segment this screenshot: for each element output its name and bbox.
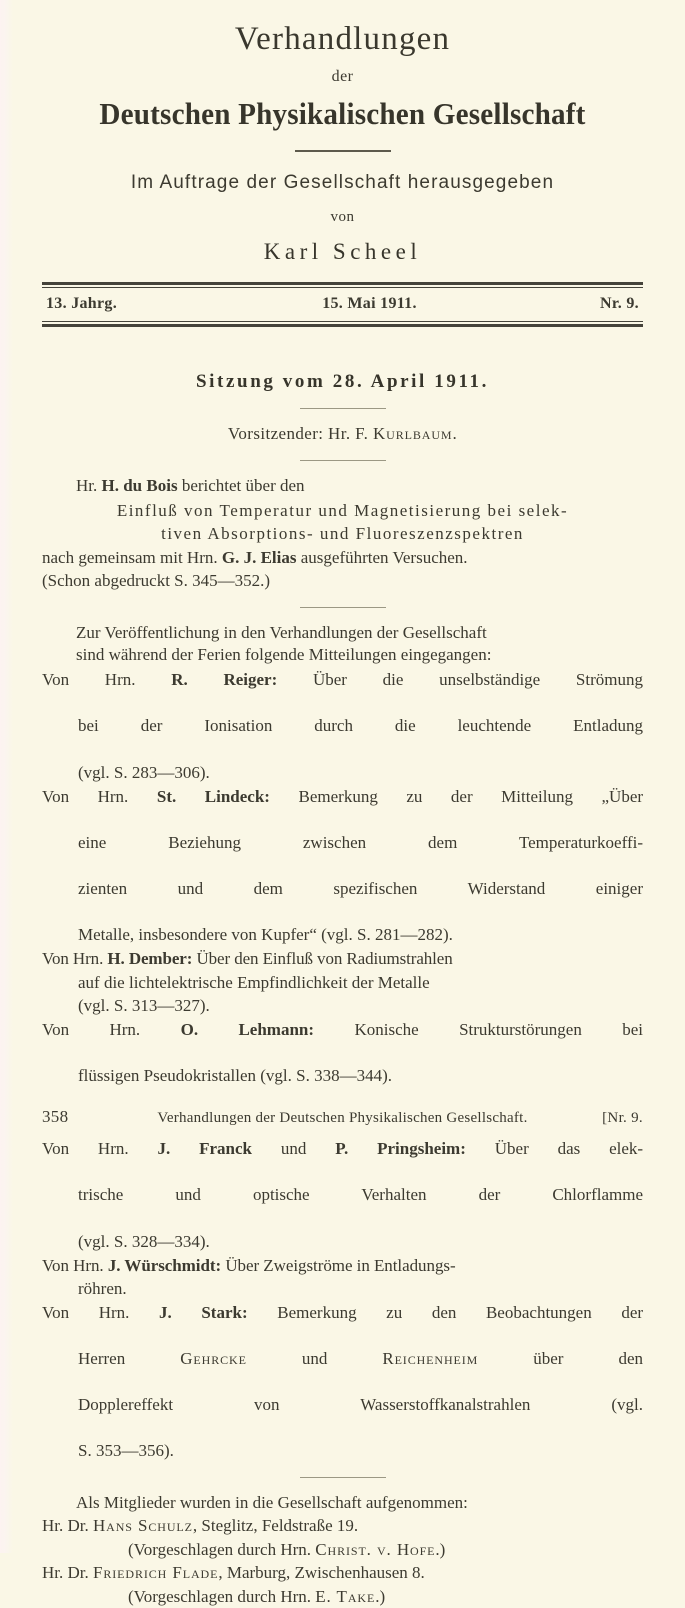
entry-prefix: Von Hrn.: [42, 949, 104, 969]
contribution-entry: [42, 785, 643, 947]
entry-line: auf die lichtelektrische Empfindlichkeit der Metalle: [78, 972, 430, 992]
entry-line: (vgl. S. 313—327).: [78, 995, 210, 1015]
entry-author: J. Franck: [157, 1139, 252, 1159]
chairman-prefix: Vorsitzender: Hr. F.: [227, 423, 369, 443]
entry-text: Über die unselbständige Strömung: [312, 670, 643, 690]
report-title: [42, 499, 643, 545]
entry-line: flüssigen Pseudokristallen (vgl. S. 338—344).: [78, 1065, 393, 1085]
contribution-entry: [42, 1137, 643, 1253]
chairman-period: .: [452, 423, 458, 443]
entry-line: (vgl. S. 328—334).: [78, 1231, 210, 1251]
report-coauthor-line: [42, 547, 643, 570]
proposer-suffix: .): [435, 1539, 446, 1559]
report-speaker: H. du Bois: [101, 475, 178, 495]
members-block: [42, 1492, 643, 1608]
proposer-suffix: .): [375, 1586, 386, 1606]
entry-line: Dopplereffekt von Wasserstoffkanalstrahlen (vgl.: [78, 1395, 643, 1415]
entry-line: röhren.: [78, 1278, 127, 1298]
entry-author: R. Reiger:: [171, 670, 278, 690]
report-title-line2: tiven Absorptions- und Fluoreszenzspektren: [161, 524, 524, 544]
page-number: 358: [42, 1107, 69, 1127]
journal-title: Verhandlungen: [234, 21, 451, 57]
member-prefix: Hr. Dr.: [42, 1563, 89, 1583]
contribution-entry: [42, 947, 643, 1016]
running-head-issue: [Nr. 9.: [602, 1110, 643, 1127]
member-proposer: [42, 1585, 643, 1608]
contribution-entry: [42, 1301, 643, 1463]
entry-text: Über Zweigströme in Entladungs-: [225, 1255, 456, 1275]
report-coauthor: G. J. Elias: [221, 548, 297, 568]
entry-text: Herren: [78, 1349, 126, 1369]
proposer-name: E. Take: [315, 1586, 376, 1606]
masthead: [0, 0, 685, 265]
report-after-prefix: nach gemeinsam mit Hrn.: [42, 548, 218, 568]
member-name: Friedrich Flade: [93, 1563, 219, 1583]
entry-author: J. Stark:: [159, 1302, 248, 1322]
running-head: [42, 1107, 643, 1127]
entry-line: zienten und dem spezifischen Widerstand einiger: [78, 879, 643, 899]
entry-line: [42, 1137, 644, 1183]
entry-line: (vgl. S. 283—306).: [78, 762, 210, 782]
member-prefix: Hr. Dr.: [42, 1516, 89, 1536]
report-title-line1: Einfluß von Temperatur und Magnetisierung bei selek-: [116, 501, 569, 521]
report-reference: (Schon abgedruckt S. 345—352.): [42, 570, 271, 590]
member-entry: [42, 1561, 643, 1584]
entry-prefix: Von Hrn.: [42, 1019, 141, 1039]
issue-rule-bottom: [42, 321, 643, 327]
editor-name: Karl Scheel: [263, 238, 422, 264]
issue-number: Nr. 9.: [599, 294, 639, 312]
session-heading: Sitzung vom 28. April 1911.: [196, 370, 489, 392]
entry-prefix: Von Hrn.: [42, 1139, 129, 1159]
entry-text: Über den Einfluß von Radiumstrahlen: [196, 949, 453, 969]
page-body: [42, 369, 643, 1087]
referenced-name: Gehrcke: [180, 1349, 247, 1369]
journal-title-connector: der: [331, 67, 354, 85]
page-body-continued: [42, 1137, 643, 1608]
running-head-title: Verhandlungen der Deutschen Physikalischen Gesellschaft.: [157, 1110, 528, 1127]
published-by-line: Im Auftrage der Gesellschaft herausgegeben: [130, 171, 555, 193]
entry-line: [42, 668, 643, 714]
entry-author-secondary: P. Pringsheim:: [335, 1139, 466, 1159]
member-name: Hans Schulz: [93, 1516, 193, 1536]
member-entry: [42, 1514, 643, 1537]
member-address: , Steglitz, Feldstraße 19.: [192, 1516, 359, 1536]
referenced-name: Reichenheim: [382, 1349, 479, 1369]
member-address: , Marburg, Zwischenhausen 8.: [218, 1563, 425, 1583]
society-name: Deutschen Physikalischen Gesellschaft: [99, 95, 586, 131]
report-intro: [42, 475, 643, 498]
entry-line: trische und optische Verhalten der Chlorflamme: [78, 1185, 643, 1205]
divider-rule-1: [300, 408, 386, 409]
issue-line: [42, 288, 643, 321]
proposer-prefix: (Vorgeschlagen durch Hrn.: [128, 1539, 312, 1559]
entry-author: H. Dember:: [107, 949, 193, 969]
issue-date: 15. Mai 1911.: [322, 294, 417, 312]
volume-label: 13. Jahrg.: [46, 294, 117, 312]
chairman-name: Kurlbaum: [372, 423, 453, 443]
entry-text: Über das elek-: [494, 1139, 644, 1159]
editor-connector: von: [330, 208, 355, 225]
entry-conjunction: und: [280, 1139, 307, 1159]
entry-prefix: Von Hrn.: [42, 670, 136, 690]
divider-rule-3: [300, 607, 386, 608]
proposer-prefix: (Vorgeschlagen durch Hrn.: [128, 1586, 312, 1606]
report-block: [42, 475, 643, 593]
contribution-entry: [42, 1254, 643, 1300]
member-proposer: [42, 1538, 643, 1561]
contributions-intro-line2: sind während der Ferien folgende Mitteilungen eingegangen:: [76, 645, 492, 665]
members-intro: Als Mitglieder wurden in die Gesellschaft aufgenommen:: [76, 1492, 468, 1512]
divider-rule-2: [300, 460, 386, 461]
contributions-intro-line1: Zur Veröffentlichung in den Verhandlungen der Gesellschaft: [76, 622, 487, 642]
report-after-suffix: ausgeführten Versuchen.: [300, 548, 468, 568]
entry-prefix: Von Hrn.: [42, 1255, 104, 1275]
entry-author: St. Lindeck:: [156, 786, 270, 806]
contributions-intro: [42, 622, 643, 668]
entry-line: Metalle, insbesondere von Kupfer“ (vgl. S. 281—282).: [78, 925, 453, 945]
entry-author: J. Würschmidt:: [107, 1255, 222, 1275]
entry-prefix: Von Hrn.: [42, 1302, 130, 1322]
entry-prefix: Von Hrn.: [42, 786, 129, 806]
entry-line: [42, 1301, 644, 1347]
entry-line: [42, 947, 643, 970]
entry-conjunction: und: [301, 1349, 328, 1369]
entry-line: [78, 1347, 643, 1393]
entry-text: Bemerkung zu den Beobachtungen der: [277, 1302, 644, 1322]
report-intro-prefix: Hr.: [76, 475, 98, 495]
entry-text: Konische Strukturstörungen bei: [354, 1019, 644, 1039]
entry-line: S. 353—356).: [78, 1441, 174, 1461]
entry-line: [42, 1254, 643, 1277]
report-intro-suffix: berichtet über den: [181, 475, 305, 495]
entry-line: [42, 785, 644, 831]
entry-text: Bemerkung zu der Mitteilung „Über: [298, 786, 644, 806]
masthead-divider-rule: [295, 150, 391, 152]
chairman-line: [42, 423, 643, 446]
contribution-entry: [42, 1018, 643, 1087]
entry-text: über den: [533, 1349, 644, 1369]
issue-info-block: [42, 282, 643, 327]
entry-line: eine Beziehung zwischen dem Temperaturkoeffi-: [78, 832, 643, 852]
entry-line: bei der Ionisation durch die leuchtende Entladung: [78, 716, 643, 736]
page-scan-edge: [0, 0, 13, 1553]
entry-author: O. Lehmann:: [180, 1019, 315, 1039]
contribution-entry: [42, 668, 643, 784]
divider-rule-4: [300, 1477, 386, 1478]
proposer-name: Christ. v. Hofe: [315, 1539, 436, 1559]
entry-line: [42, 1018, 644, 1064]
